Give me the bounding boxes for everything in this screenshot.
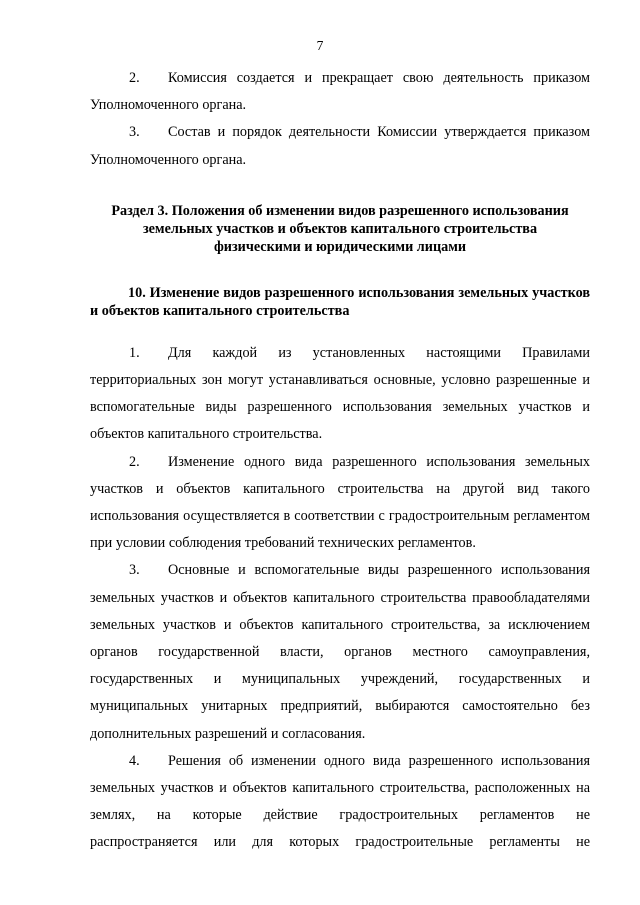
paragraph-number: 3. [129,562,140,579]
paragraph-text: Основные и вспомогательные виды разрешенного использования земельных участков и объектов капитального строительства правообладателями земельных участков и объектов капитального строительства, за исключением органов государственной власти, органов местного самоуправления, государственных и муниципальных учреждений, государственных и муниципальных унитарных предприятий, выбираются самостоятельно без дополнительных разрешений и согласования. [90,562,590,742]
section-title-line: физическими и юридическими лицами [213,238,467,255]
paragraph [90,449,590,558]
paragraph-number: 3. [129,124,140,141]
paragraph-number: 4. [129,752,140,769]
paragraph [90,748,590,857]
paragraph [90,119,590,173]
page-number: 7 [316,38,324,53]
section-title-line: земельных участков и объектов капитального строительства [142,220,538,237]
paragraph-text: Для каждой из установленных настоящими Правилами территориальных зон могут устанавливаться основные, условно разрешенные и вспомогательные виды разрешенного использования земельных участков и объектов капитального строительства. [90,344,590,443]
paragraph [90,65,590,119]
paragraph-number: 2. [129,70,140,86]
paragraph-text: Решения об изменении одного вида разрешенного использования земельных участков и объектов капитального строительства, расположенных на землях, на которые действие градостроительных регламентов не распространяется или для которых градостроительные регламенты не [90,752,590,851]
paragraph-number: 1. [129,344,140,361]
paragraph-text: Комиссия создается и прекращает свою деятельность приказом Уполномоченного органа. [90,70,590,114]
section-title [90,202,590,256]
paragraph-number: 2. [129,453,140,470]
paragraph-text: Состав и порядок деятельности Комиссии утверждается приказом Уполномоченного органа. [90,124,590,168]
section-title-line: Раздел 3. Положения об изменении видов разрешенного использования [111,202,569,219]
paragraph [90,340,590,449]
paragraph [90,557,590,747]
subsection-title: 10. Изменение видов разрешенного использования земельных участков и объектов капитального строительства [90,284,590,319]
paragraph-text: Изменение одного вида разрешенного использования земельных участков и объектов капитального строительства на другой вид такого использования осуществляется в соответствии с градостроительным регламентом при условии соблюдения требований технических регламентов. [90,453,590,552]
document-body [90,65,590,857]
